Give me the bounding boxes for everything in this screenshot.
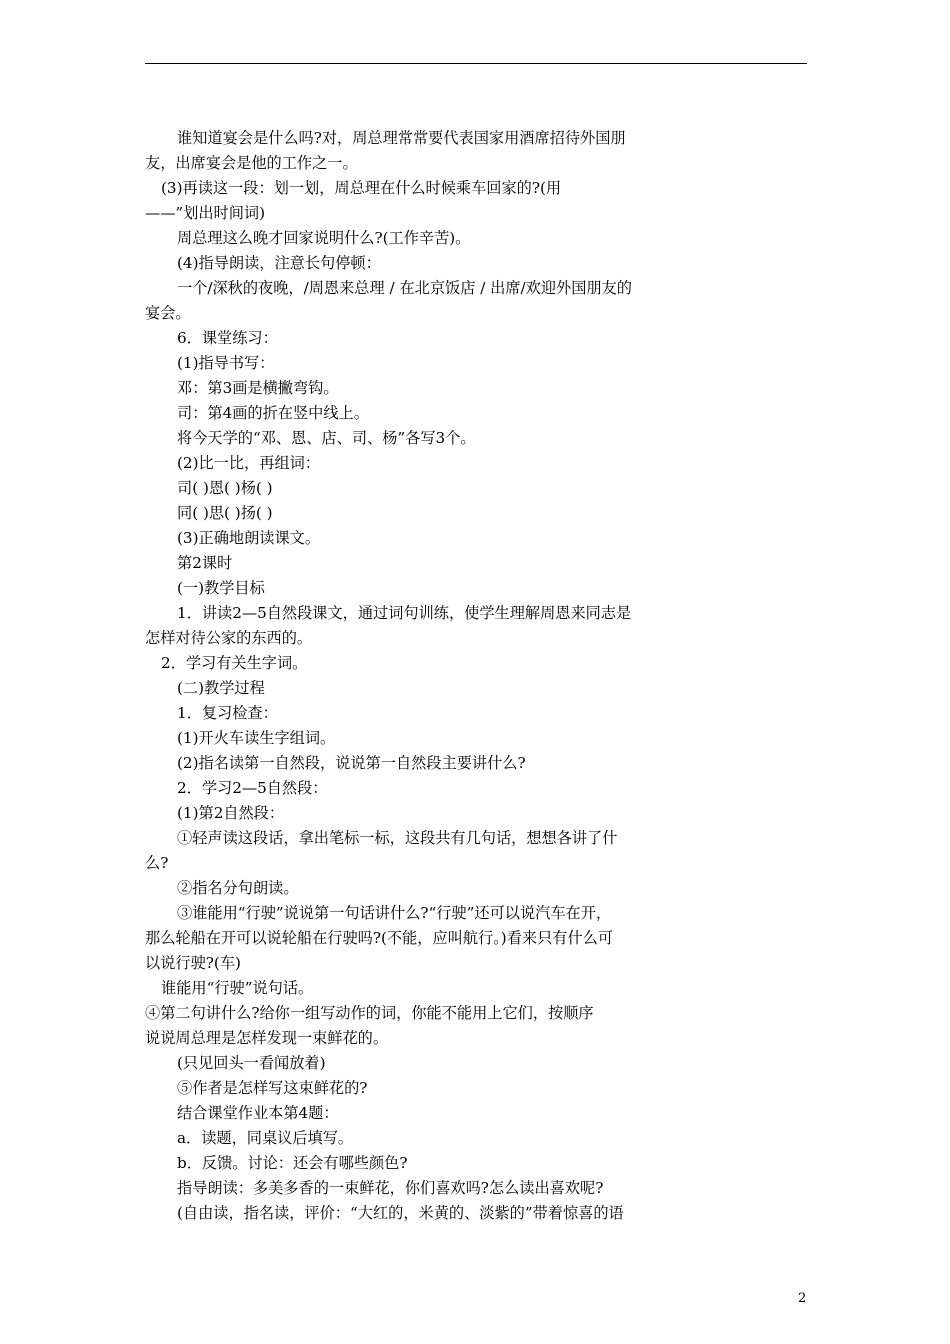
text-line: 周总理这么晚才回家说明什么?(工作辛苦)。 [177,229,471,247]
text-line: (一)教学目标 [177,579,265,597]
text-line: 谁能用“行驶”说句话。 [161,979,314,997]
text-line: (自由读，指名读，评价：“大红的，米黄的、淡紫的”带着惊喜的语 [177,1204,624,1222]
text-line: 同( )思( )扬( ) [177,504,273,522]
text-line: 第2课时 [177,554,233,572]
text-line: 一个/深秋的夜晚，/周恩来总理 / 在北京饭店 / 出席/欢迎外国朋友的 [177,279,632,297]
text-line: 么? [145,854,169,872]
text-line: 2．学习2—5自然段： [177,779,328,797]
text-line: 邓：第3画是横撇弯钩。 [177,379,339,397]
text-line: (2)比一比，再组词： [177,454,321,472]
text-line: 怎样对待公家的东西的。 [145,629,313,647]
text-line: (3)正确地朗读课文。 [177,529,321,547]
text-line: ①轻声读这段话，拿出笔标一标，这段共有几句话，想想各讲了什 [177,829,618,847]
text-line: (1)开火车读生字组词。 [177,729,336,747]
text-line: 司：第4画的折在竖中线上。 [177,404,369,422]
text-line: ⑤作者是怎样写这束鲜花的? [177,1079,368,1097]
text-line: 宴会。 [145,304,191,322]
text-line: 谁知道宴会是什么吗?对，周总理常常要代表国家用酒席招待外国朋 [177,129,626,147]
text-line: 1．复习检查： [177,704,278,722]
text-line: a．读题，同桌议后填写。 [177,1129,354,1147]
text-line: ③谁能用“行驶”说说第一句话讲什么?“行驶”还可以说汽车在开， [177,904,612,922]
text-line: (4)指导朗读，注意长句停顿： [177,254,381,272]
text-line: 司( )恩( )杨( ) [177,479,273,497]
text-line: ④第二句讲什么?给你一组写动作的词，你能不能用上它们，按顺序 [145,1004,594,1022]
text-line: 6．课堂练习： [177,329,278,347]
text-line: 指导朗读：多美多香的一束鲜花，你们喜欢吗?怎么读出喜欢呢? [177,1179,604,1197]
text-line: 以说行驶?(车) [145,954,241,972]
text-line: 结合课堂作业本第4题： [177,1104,339,1122]
text-line: (3)再读这一段：划一划，周总理在什么时候乘车回家的?(用 [161,179,562,197]
text-line: 友，出席宴会是他的工作之一。 [145,154,358,172]
header-rule [145,63,807,64]
text-line: ——”划出时间词) [145,204,266,222]
text-line: (二)教学过程 [177,679,265,697]
text-line: 那么轮船在开可以说轮船在行驶吗?(不能，应叫航行。)看来只有什么可 [145,929,614,947]
page-number: 2 [798,1291,807,1306]
text-line: (1)第2自然段： [177,804,285,822]
text-line: 1．讲读2—5自然段课文，通过词句训练，使学生理解周恩来同志是 [177,604,632,622]
text-line: (只见回头一看闻放着) [177,1054,326,1072]
text-line: 2．学习有关生字词。 [161,654,308,672]
text-line: (1)指导书写： [177,354,275,372]
text-line: (2)指名读第一自然段，说说第一自然段主要讲什么? [177,754,526,772]
text-line: 将今天学的“邓、恩、店、司、杨”各写3个。 [177,429,476,447]
text-line: ②指名分句朗读。 [177,879,299,897]
text-line: 说说周总理是怎样发现一束鲜花的。 [145,1029,388,1047]
text-line: b．反馈。讨论：还会有哪些颜色? [177,1154,408,1172]
